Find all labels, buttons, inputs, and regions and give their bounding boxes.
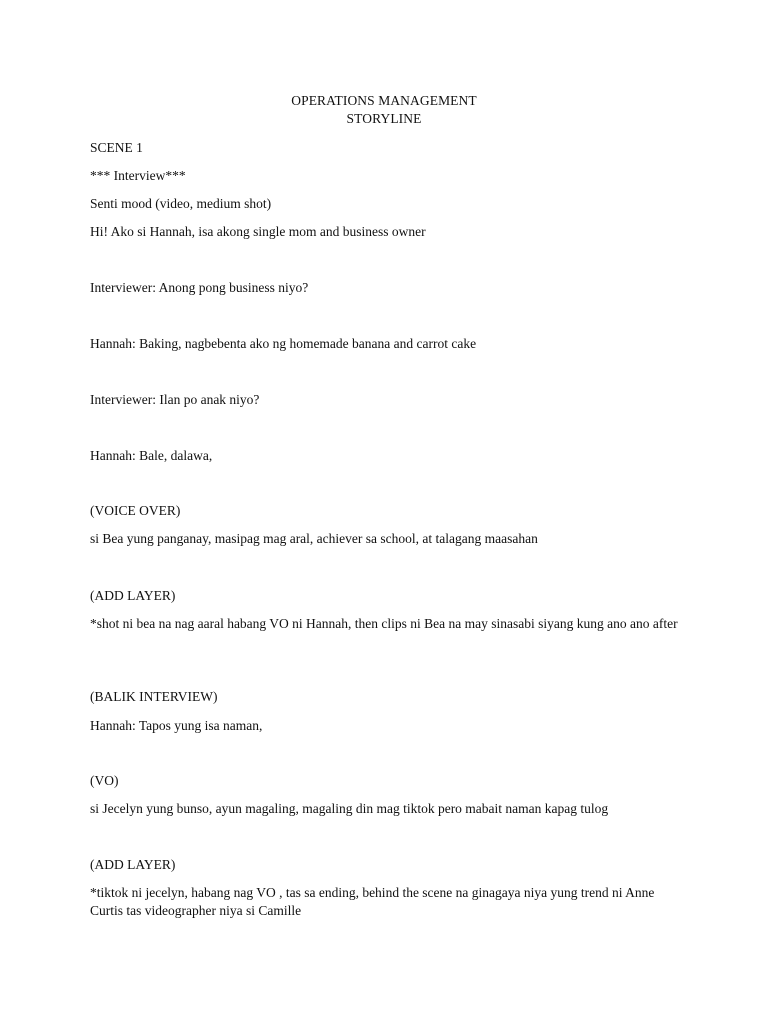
dialogue-line: Hannah: Tapos yung isa naman,	[90, 718, 263, 733]
layer-note: *tiktok ni jecelyn, habang nag VO , tas sa ending, behind the scene na ginagaya niya yung trend ni Anne Curtis tas videographer niya si Camille	[90, 885, 655, 918]
document-title: OPERATIONS MANAGEMENT	[291, 93, 477, 108]
layer-note: *shot ni bea na nag aaral habang VO ni Hannah, then clips ni Bea na may sinasabi siyang kung ano ano after	[90, 616, 678, 631]
direction-heading: (VO)	[90, 773, 119, 788]
direction-heading: (ADD LAYER)	[90, 588, 176, 603]
dialogue-line: Interviewer: Ilan po anak niyo?	[90, 392, 260, 407]
direction-heading: (ADD LAYER)	[90, 857, 176, 872]
voice-over-line: si Bea yung panganay, masipag mag aral, achiever sa school, at talagang maasahan	[90, 531, 538, 546]
document-subtitle: STORYLINE	[346, 111, 422, 126]
dialogue-line: Hannah: Baking, nagbebenta ako ng homemade banana and carrot cake	[90, 336, 477, 351]
dialogue-line: Hi! Ako si Hannah, isa akong single mom and business owner	[90, 224, 426, 239]
dialogue-line: Interviewer: Anong pong business niyo?	[90, 280, 309, 295]
direction-heading: (BALIK INTERVIEW)	[90, 689, 218, 704]
interview-marker: *** Interview***	[90, 168, 186, 183]
dialogue-line: Hannah: Bale, dalawa,	[90, 448, 213, 463]
direction-heading: (VOICE OVER)	[90, 503, 181, 518]
mood-direction: Senti mood (video, medium shot)	[90, 196, 272, 211]
scene-heading: SCENE 1	[90, 140, 143, 155]
voice-over-line: si Jecelyn yung bunso, ayun magaling, magaling din mag tiktok pero mabait naman kapag tulog	[90, 801, 609, 816]
